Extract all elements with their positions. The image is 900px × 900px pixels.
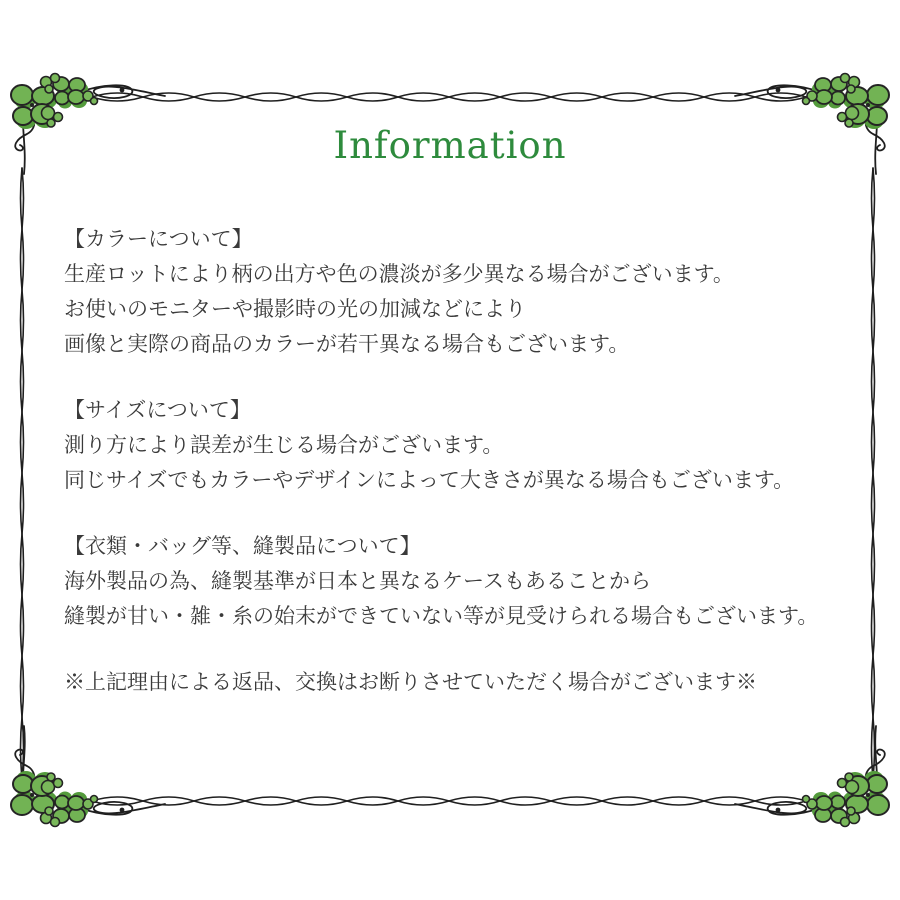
notice-body	[64, 222, 850, 700]
clover-corner-bottom-right	[735, 726, 889, 827]
section-sewing	[64, 529, 850, 634]
section-line: 縫製が甘い・雑・糸の始末ができていない等が見受けられる場合もございます。	[64, 605, 819, 628]
section-size	[64, 393, 850, 498]
section-line: 生産ロットにより柄の出方や色の濃淡が多少異なる場合がございます。	[64, 263, 734, 286]
section-heading: 【衣類・バッグ等、縫製品について】	[64, 535, 421, 558]
section-heading: 【カラーについて】	[64, 228, 253, 251]
section-line: 海外製品の為、縫製基準が日本と異なるケースもあることから	[64, 570, 651, 593]
section-line: 同じサイズでもカラーやデザインによって大きさが異なる場合もございます。	[64, 469, 795, 492]
section-heading: 【サイズについて】	[64, 399, 251, 422]
section-line: お使いのモニターや撮影時の光の加減などにより	[64, 298, 526, 321]
return-policy-footnote: ※上記理由による返品、交換はお断りさせていただく場合がございます※	[64, 671, 757, 694]
section-color	[64, 222, 850, 362]
clover-corner-bottom-left	[11, 726, 165, 827]
page-title: Information	[333, 124, 567, 167]
section-line: 画像と実際の商品のカラーが若干異なる場合もございます。	[64, 333, 630, 356]
section-line: 測り方により誤差が生じる場合がございます。	[64, 434, 504, 457]
